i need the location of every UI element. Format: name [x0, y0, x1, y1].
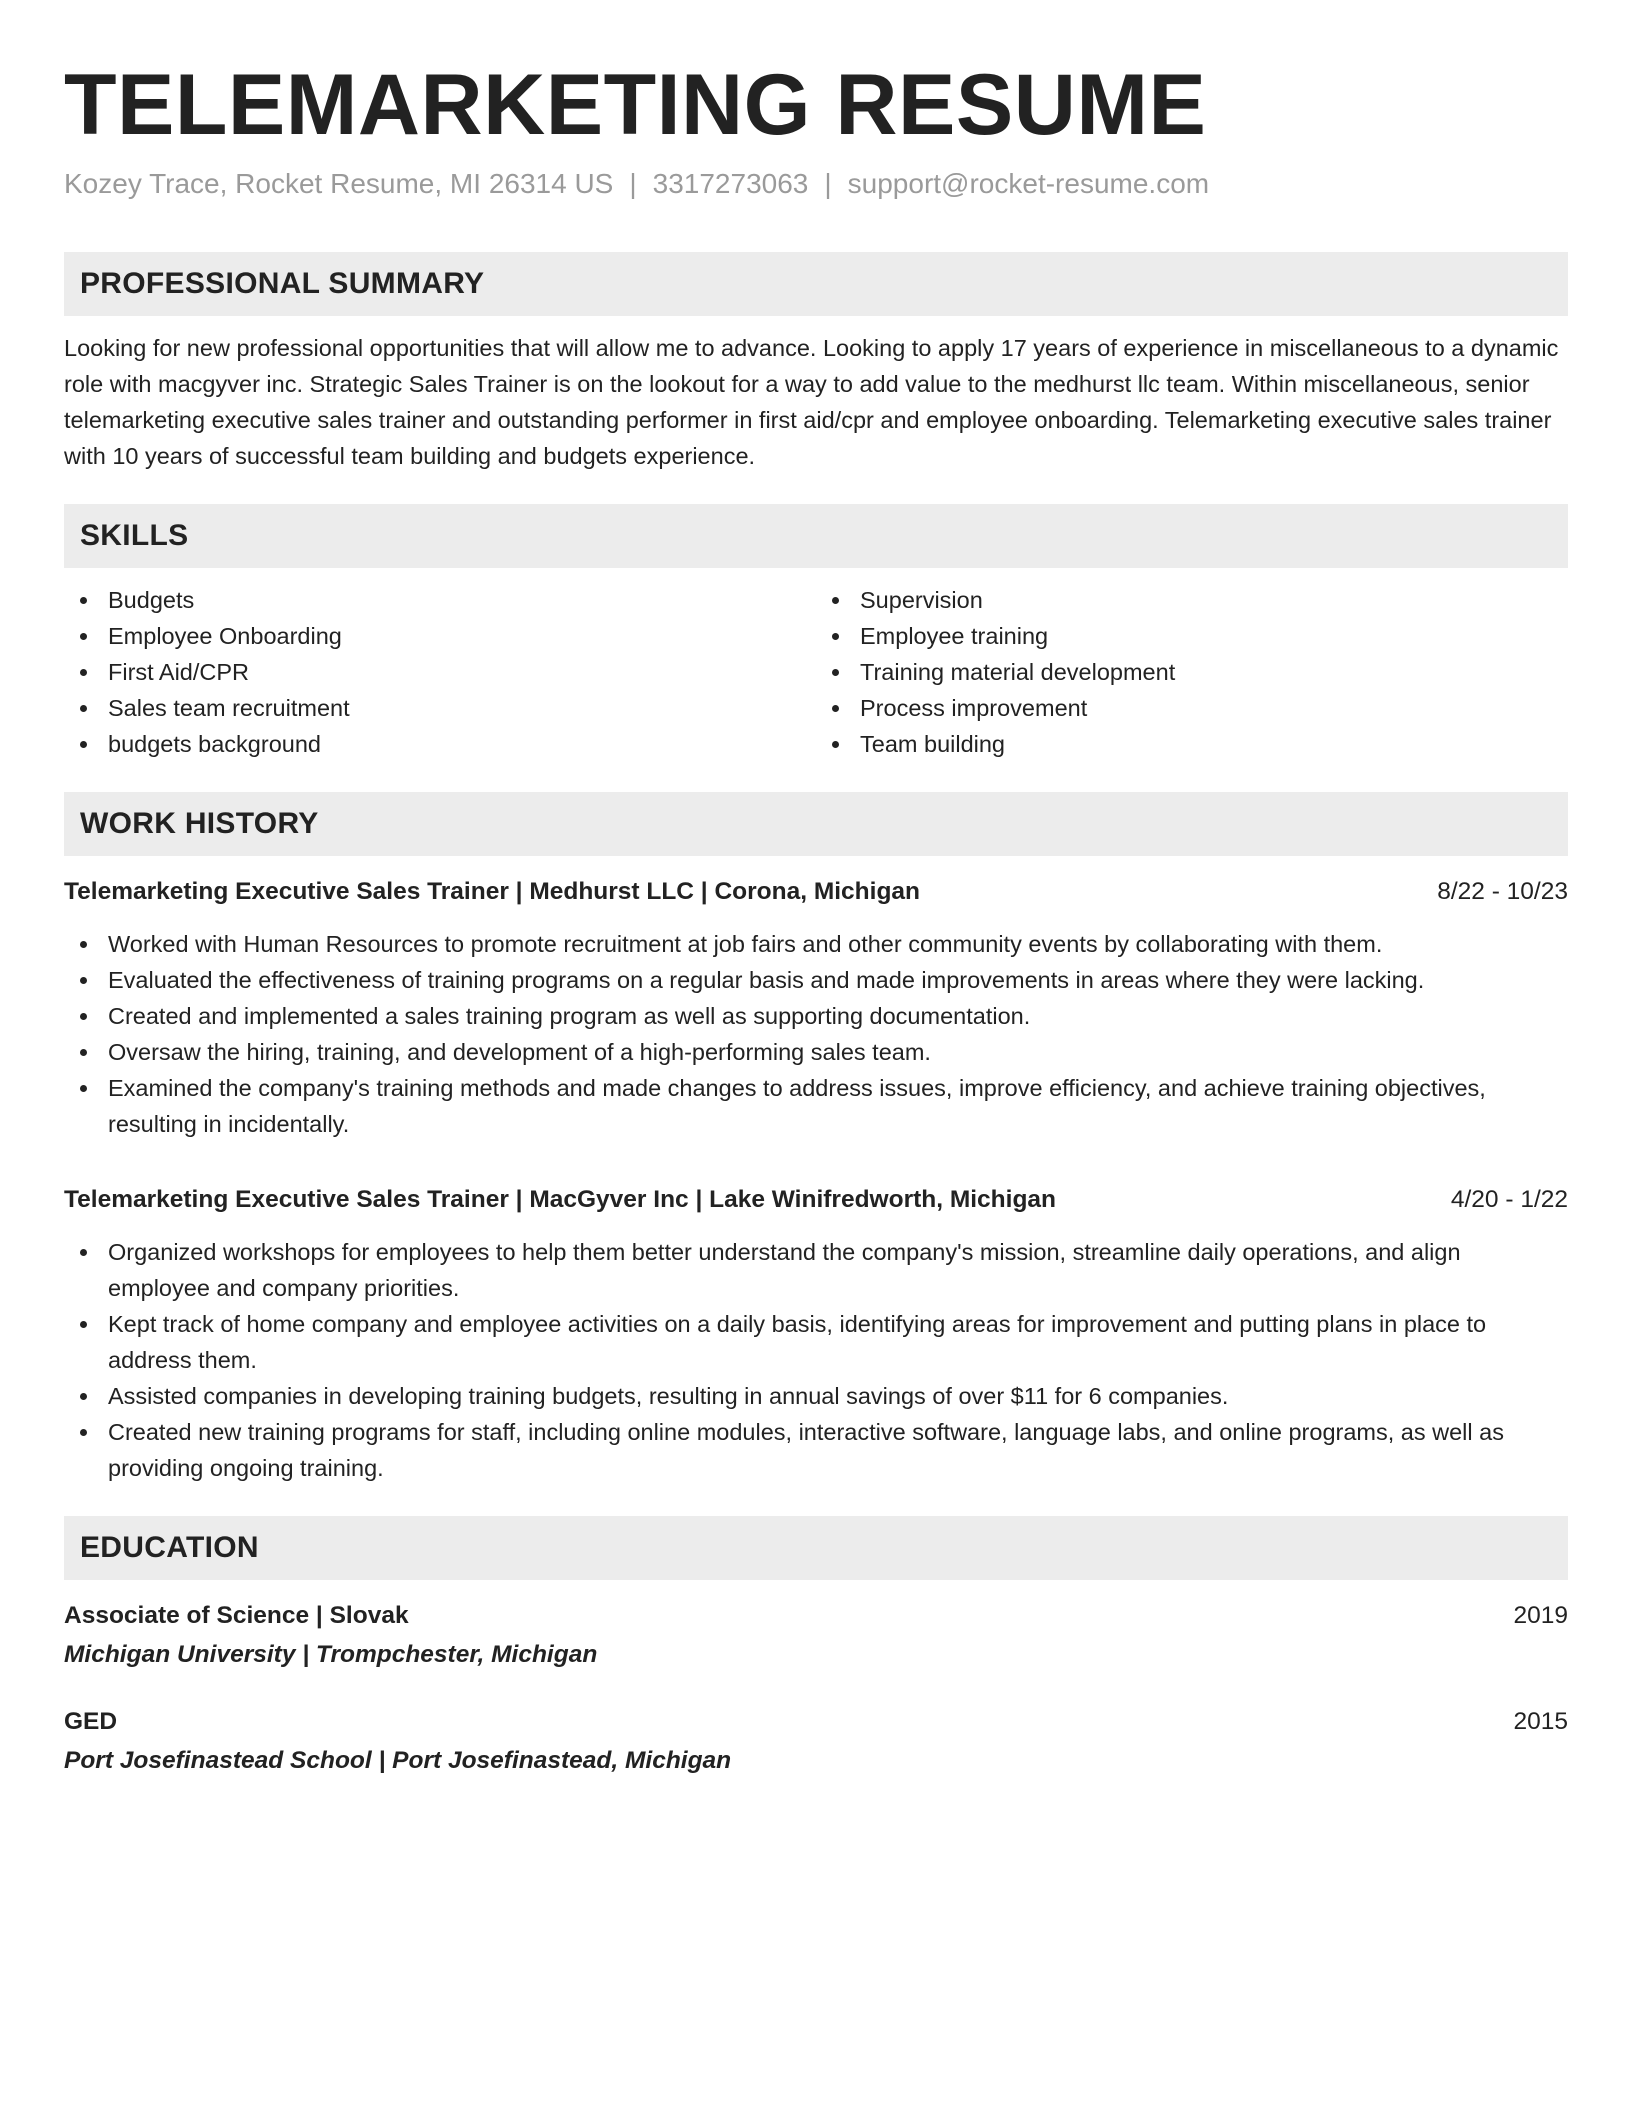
job-entry	[64, 874, 1568, 1142]
skill-item: Training material development	[816, 654, 1568, 690]
resume-title: TELEMARKETING RESUME	[64, 57, 1207, 153]
job-bullet: Oversaw the hiring, training, and development of a high-performing sales team.	[64, 1034, 1568, 1070]
job-bullet: Created new training programs for staff, including online modules, interactive software, language labs, and online programs, as well as providing ongoing training.	[64, 1414, 1568, 1486]
job-title: Telemarketing Executive Sales Trainer | MacGyver Inc | Lake Winifredworth, Michigan	[64, 1186, 1057, 1213]
education-header	[64, 1598, 1568, 1634]
contact-address: Kozey Trace, Rocket Resume, MI 26314 US	[64, 168, 614, 199]
job-dates: 8/22 - 10/23	[1437, 878, 1568, 905]
education-entry	[64, 1598, 1568, 1674]
skill-item: Team building	[816, 726, 1568, 762]
skill-item: Sales team recruitment	[64, 690, 816, 726]
job-bullet: Examined the company's training methods and made changes to address issues, improve efficiency, and achieve training objectives, resulting in incidentally.	[64, 1070, 1568, 1142]
degree: GED	[64, 1708, 118, 1735]
job-entry	[64, 1182, 1568, 1486]
contact-email: support@rocket-resume.com	[847, 168, 1210, 199]
skill-item: Employee Onboarding	[64, 618, 816, 654]
job-dates: 4/20 - 1/22	[1450, 1186, 1568, 1213]
skills-column-right	[816, 582, 1568, 762]
education-year: 2019	[1513, 1602, 1568, 1629]
skill-item: Supervision	[816, 582, 1568, 618]
degree: Associate of Science | Slovak	[64, 1602, 409, 1629]
job-header	[64, 874, 1568, 910]
school: Michigan University | Trompchester, Michigan	[64, 1641, 598, 1668]
skills-column-left	[64, 582, 816, 762]
job-bullet: Created and implemented a sales training program as well as supporting documentation.	[64, 998, 1568, 1034]
education-year: 2015	[1513, 1708, 1568, 1735]
job-bullet: Assisted companies in developing training budgets, resulting in annual savings of over $11 for 6 companies.	[64, 1378, 1568, 1414]
skill-item: Process improvement	[816, 690, 1568, 726]
contact-line	[64, 166, 1568, 202]
skill-item: First Aid/CPR	[64, 654, 816, 690]
education-entry	[64, 1704, 1568, 1780]
job-bullets	[64, 1234, 1568, 1486]
education-header	[64, 1704, 1568, 1740]
school: Port Josefinastead School | Port Josefinastead, Michigan	[64, 1747, 732, 1774]
section-heading-work: WORK HISTORY	[64, 792, 1568, 856]
job-bullet: Organized workshops for employees to help them better understand the company's mission, streamline daily operations, and align employee and company priorities.	[64, 1234, 1568, 1306]
job-bullet: Kept track of home company and employee activities on a daily basis, identifying areas for improvement and putting plans in place to address them.	[64, 1306, 1568, 1378]
contact-separator: |	[824, 168, 832, 199]
section-heading-summary: PROFESSIONAL SUMMARY	[64, 252, 1568, 316]
summary-text: Looking for new professional opportunities that will allow me to advance. Looking to apply 17 years of experience in miscellaneous to a dynamic role with macgyver inc. Strategic Sales Trainer is on the lookout for a way to add value to the medhurst llc team. Within miscellaneous, senior telemarketing executive sales trainer and outstanding performer in first aid/cpr and employee onboarding. Telemarketing executive sales trainer with 10 years of successful team building and budgets experience.	[64, 335, 1559, 469]
job-header	[64, 1182, 1568, 1218]
job-bullet: Worked with Human Resources to promote recruitment at job fairs and other community events by collaborating with them.	[64, 926, 1568, 962]
job-bullets	[64, 926, 1568, 1142]
skills-list	[64, 582, 1568, 762]
job-bullet: Evaluated the effectiveness of training programs on a regular basis and made improvements in areas where they were lacking.	[64, 962, 1568, 998]
contact-separator: |	[629, 168, 637, 199]
skill-item: Employee training	[816, 618, 1568, 654]
contact-phone: 3317273063	[652, 168, 809, 199]
skill-item: budgets background	[64, 726, 816, 762]
skill-item: Budgets	[64, 582, 816, 618]
section-heading-education: EDUCATION	[64, 1516, 1568, 1580]
section-heading-skills: SKILLS	[64, 504, 1568, 568]
job-title: Telemarketing Executive Sales Trainer | Medhurst LLC | Corona, Michigan	[64, 878, 921, 905]
